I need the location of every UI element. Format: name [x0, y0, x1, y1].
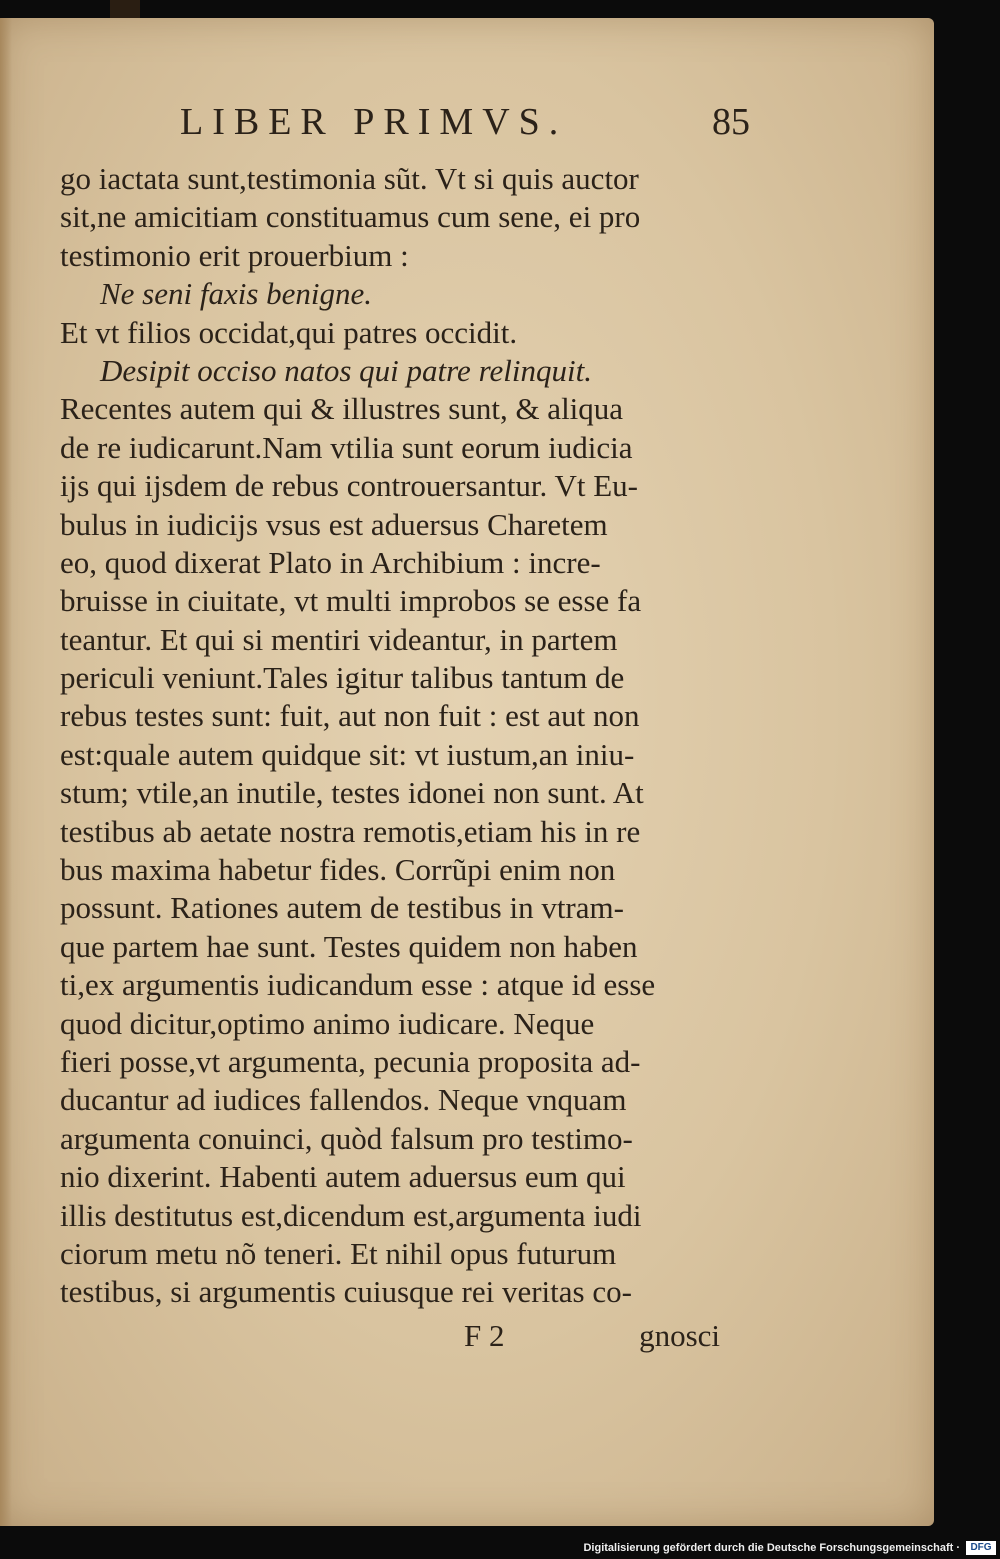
text-line: Desipit occiso natos qui patre relinquit. — [100, 352, 592, 388]
text-line: eo, quod dixerat Plato in Archibium : incre- — [60, 544, 601, 580]
page-footer — [60, 1318, 720, 1358]
text-line: nio dixerint. Habenti autem aduersus eum qui — [60, 1159, 626, 1195]
text-line: fieri posse,vt argumenta, pecunia proposita ad- — [60, 1043, 641, 1079]
signature-mark: F 2 — [464, 1318, 505, 1353]
text-line: rebus testes sunt: fuit, aut non fuit : est aut non — [60, 698, 640, 734]
text-line: bus maxima habetur fides. Corrũpi enim non — [60, 852, 616, 888]
dfg-logo: DFG — [966, 1541, 996, 1555]
text-line: teantur. Et qui si mentiri videantur, in partem — [60, 621, 618, 657]
text-line: go iactata sunt,testimonia sũt. Vt si quis auctor — [60, 161, 639, 196]
text-line: ijs qui ijsdem de rebus controuersantur. Vt Eu- — [60, 468, 638, 504]
text-line: Ne seni faxis benigne. — [100, 276, 373, 312]
text-line: argumenta conuinci, quòd falsum pro testimo- — [60, 1120, 633, 1156]
text-line: ti,ex argumentis iudicandum esse : atque id esse — [60, 967, 656, 1003]
text-line: quod dicitur,optimo animo iudicare. Neque — [60, 1005, 595, 1041]
page-number: 85 — [712, 101, 750, 143]
text-line: de re iudicarunt.Nam vtilia sunt eorum iudicia — [60, 429, 633, 465]
running-head: LIBER PRIMVS. — [180, 101, 568, 143]
digitization-credit: Digitalisierung gefördert durch die Deutsche Forschungsgemeinschaft · — [583, 1542, 960, 1554]
text-line: possunt. Rationes autem de testibus in vtram- — [60, 890, 624, 926]
text-line: bulus in iudicijs vsus est aduersus Charetem — [60, 506, 608, 542]
text-line: stum; vtile,an inutile, testes idonei non sunt. At — [60, 775, 644, 811]
text-line: est:quale autem quidque sit: vt iustum,an iniu- — [60, 736, 635, 772]
text-line: testimonio erit prouerbium : — [60, 237, 409, 273]
text-line: sit,ne amicitiam constituamus cum sene, ei pro — [60, 199, 641, 235]
text-line: Recentes autem qui & illustres sunt, & aliqua — [60, 391, 624, 427]
text-line: testibus ab aetate nostra remotis,etiam his in re — [60, 813, 641, 849]
catchword: gnosci — [639, 1318, 720, 1353]
page-gutter-shadow — [0, 18, 12, 1526]
text-line: periculi veniunt.Tales igitur talibus tantum de — [60, 660, 625, 696]
text-line: ducantur ad iudices fallendos. Neque vnquam — [60, 1082, 627, 1118]
body-text — [60, 160, 720, 1312]
page-header — [60, 100, 750, 150]
text-line: illis destitutus est,dicendum est,argumenta iudi — [60, 1197, 642, 1233]
text-line: ciorum metu nõ teneri. Et nihil opus futurum — [60, 1235, 617, 1271]
text-line: bruisse in ciuitate, vt multi improbos se esse fa — [60, 583, 642, 619]
text-line: Et vt filios occidat,qui patres occidit. — [60, 314, 518, 350]
text-line: que partem hae sunt. Testes quidem non haben — [60, 928, 638, 964]
text-line: testibus, si argumentis cuiusque rei veritas co- — [60, 1274, 632, 1310]
